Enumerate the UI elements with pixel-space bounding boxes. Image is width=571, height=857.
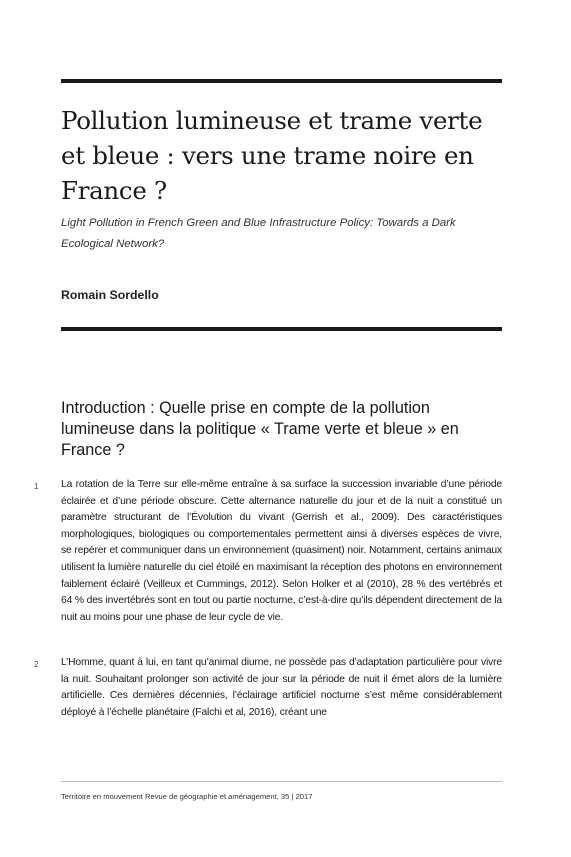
paragraph-text: L’Homme, quant à lui, en tant qu’animal diurne, ne possède pas d’adaptation particulière pour vivre la nuit. Souhaitant prolonger son activité de jour sur la période de nuit il émet alors de la lumière artificielle. Ces dernières décennies, l’éclairage artificiel nocturne s’est même considérablement déployé à l’échelle planétaire (Falchi et al, 2016), créant une [61,657,502,718]
header-bottom-rule [61,327,502,331]
article-title: Pollution lumineuse et trame verte et bleue : vers une trame noire en France ? [61,106,483,205]
page-footer: Territoire en mouvement Revue de géographie et aménagement, 35 | 2017 [61,792,313,801]
footer-rule [61,781,502,782]
article-subtitle: Light Pollution in French Green and Blue Infrastructure Policy: Towards a Dark Ecological Network? [61,217,456,250]
paragraph-text: La rotation de la Terre sur elle-même entraîne à sa surface la succession invariable d’une période éclairée et d’une période obscure. Cette alternance naturelle du jour et de la nuit a constitué un paramètre structurant de l’Évolution du vivant (Gerrish et al., 2009). Des caractéristiques morphologiques, biologiques ou comportementales permettent ainsi à diverses espèces de vivre, se repérer et communiquer dans un environnement (quasiment) noir. Notamment, certains animaux utilisent la lumière naturelle du ciel étoilé en maximisant la réception des photons en environnement faiblement éclairé (Veilleux et Cummings, 2012). Selon Holker et al (2010), 28 % des vertébrés et 64 % des invertébrés sont en tout ou partie nocturne, c’est-à-dire qu’ils dépendent directement de la nuit au moins pour une phase de leur cycle de vie. [61,479,502,623]
paragraph-number: 1 [34,482,39,491]
top-rule [61,79,502,83]
section-heading: Introduction : Quelle prise en compte de la pollution lumineuse dans la politique « Trame verte et bleue » en France ? [61,399,459,459]
article-author: Romain Sordello [61,288,159,302]
paragraph-number: 2 [34,660,39,669]
